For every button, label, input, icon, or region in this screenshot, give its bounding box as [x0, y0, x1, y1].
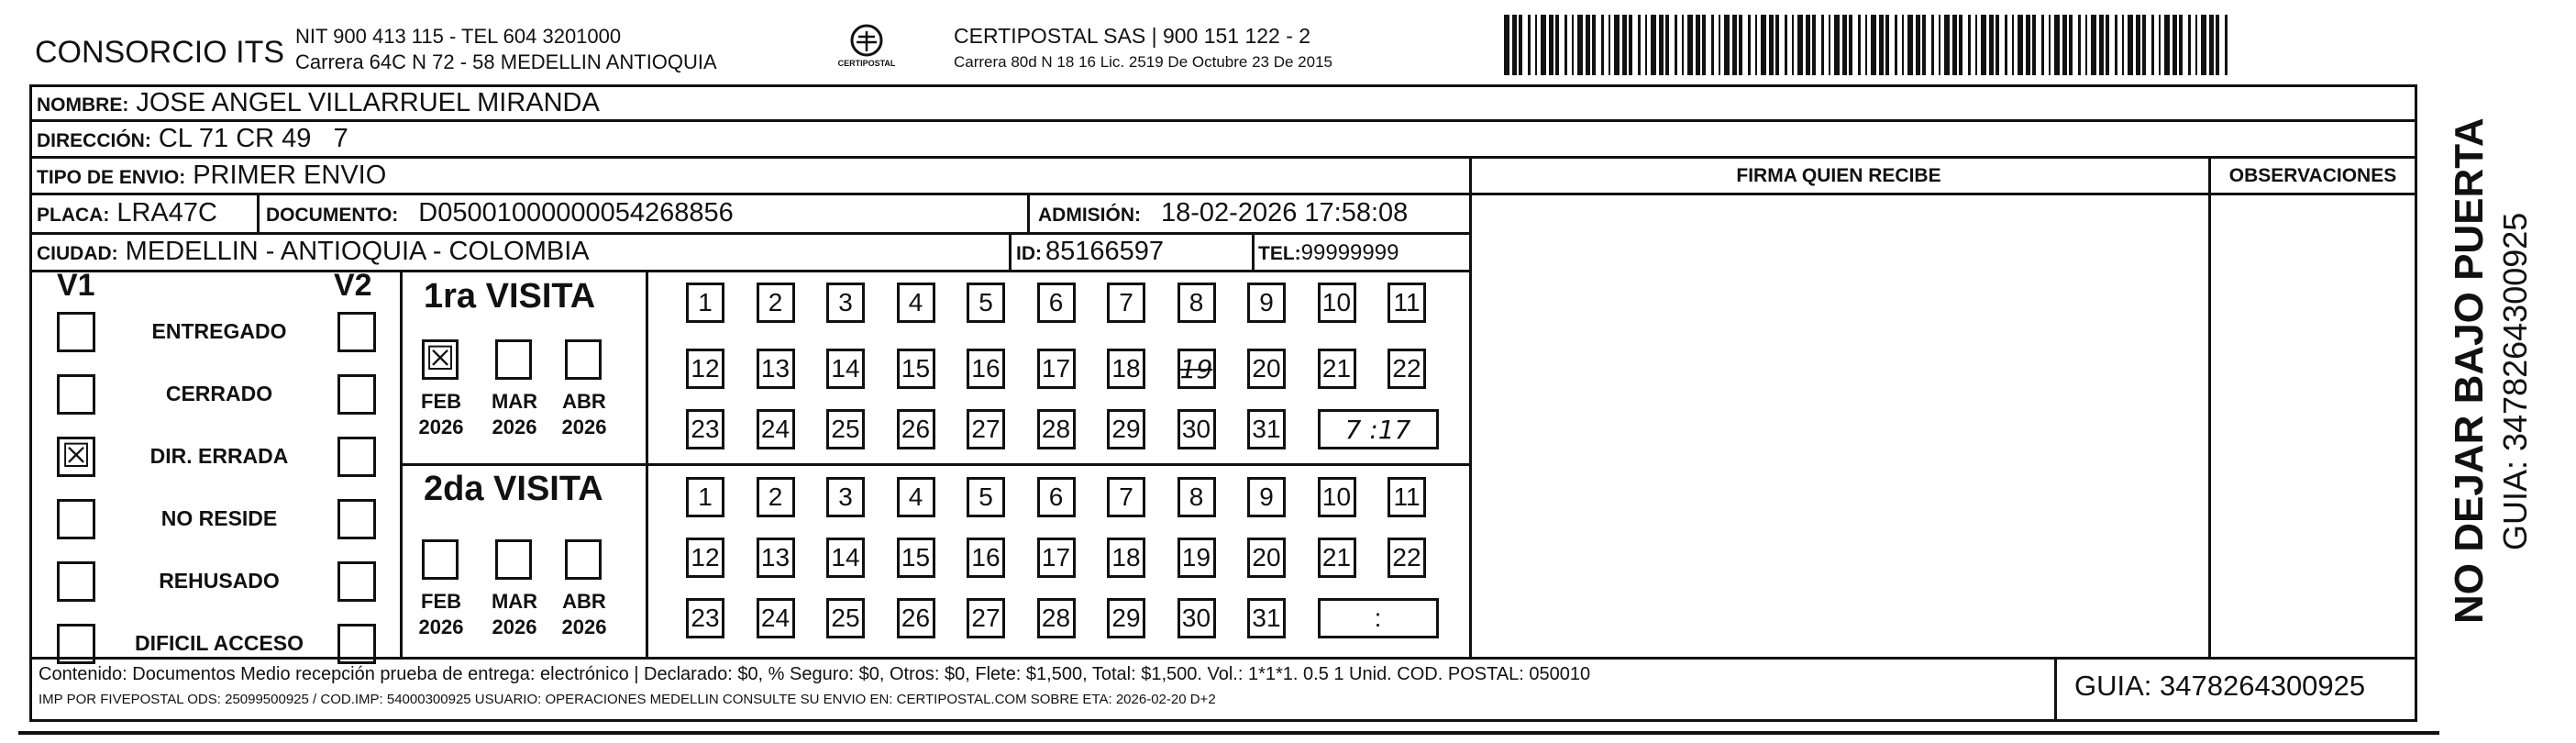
plate-value: LRA47C [116, 198, 217, 227]
v1-checkbox[interactable] [57, 499, 95, 539]
day-box[interactable]: 14 [826, 538, 865, 578]
barcode-bar [1748, 15, 1751, 75]
barcode-bar [1732, 15, 1737, 75]
v1-checkbox[interactable] [57, 437, 95, 477]
status-option-label: DIR. ERRADA [149, 444, 289, 468]
v2-checkbox[interactable] [337, 561, 376, 602]
day-box[interactable]: 27 [967, 598, 1005, 638]
barcode-bar [1504, 15, 1509, 75]
barcode-bar [2026, 15, 2030, 75]
barcode-bar [1592, 15, 1596, 75]
plate-label: PLACA: [37, 205, 110, 226]
barcode-bar [1944, 15, 1950, 75]
time-box[interactable]: : [1318, 598, 1439, 638]
carrier-address: Carrera 80d N 18 16 Lic. 2519 De Octubre 23 De 2015 [954, 53, 1332, 71]
footer-guia-divider [2054, 657, 2057, 722]
barcode-bar [2106, 15, 2109, 75]
tel-value: 99999999 [1300, 240, 1399, 265]
day-box[interactable]: 24 [757, 409, 795, 449]
observations-area[interactable] [2212, 194, 2416, 655]
barcode-bar [1922, 15, 1926, 75]
barcode-bar [1601, 15, 1604, 75]
barcode-bar [2172, 15, 2177, 75]
barcode-bar [1989, 15, 1994, 75]
barcode-bar [1871, 15, 1876, 75]
month-year: 2026 [561, 416, 607, 438]
barcode-bar [2122, 15, 2124, 75]
id-divider [1009, 232, 1012, 270]
v2-checkbox[interactable] [337, 312, 376, 352]
day-box[interactable]: 25 [826, 409, 865, 449]
barcode-bar [1564, 15, 1567, 75]
month-checkbox[interactable] [495, 539, 532, 580]
visit2-title: 2da VISITA [424, 470, 603, 508]
barcode-bar [2091, 15, 2096, 75]
city-value: MEDELLIN - ANTIOQUIA - COLOMBIA [125, 237, 590, 266]
day-box[interactable]: 22 [1388, 349, 1426, 389]
side-guia: GUIA: 3478264300925 [2496, 212, 2534, 550]
barcode-bar [1586, 15, 1590, 75]
day-box[interactable]: 4 [897, 283, 935, 323]
day-box[interactable]: 20 [1247, 349, 1286, 389]
barcode-bar [1916, 15, 1920, 75]
day-box[interactable]: 9 [1247, 477, 1286, 517]
barcode-bar [1535, 15, 1537, 75]
month-year: 2026 [492, 416, 537, 438]
barcode-bar [1821, 15, 1824, 75]
day-box[interactable]: 1 [686, 283, 724, 323]
barcode-bar [1975, 15, 1977, 75]
barcode-bar [2012, 15, 2014, 75]
rule-1 [29, 119, 2417, 122]
day-box[interactable]: 17 [1037, 349, 1076, 389]
day-box[interactable]: 11 [1388, 283, 1426, 323]
day-box[interactable]: 8 [1177, 283, 1216, 323]
name-row [37, 88, 600, 118]
barcode-bar [2179, 15, 2183, 75]
status-option-label: ENTREGADO [151, 319, 287, 343]
status-option-label: CERRADO [165, 382, 273, 405]
barcode-bar [1785, 15, 1787, 75]
day-box[interactable]: 16 [967, 349, 1005, 389]
tel-row [1258, 240, 1399, 266]
day-box[interactable]: 19 [1177, 349, 1216, 389]
day-box[interactable]: 13 [757, 349, 795, 389]
logo-caption: CERTIPOSTAL [837, 59, 896, 68]
barcode-bar [2054, 15, 2060, 75]
day-box[interactable]: 18 [1107, 538, 1145, 578]
barcode-bar [1702, 15, 1706, 75]
month-label: FEB [421, 590, 461, 613]
time-box[interactable]: 7 :17 [1318, 409, 1439, 449]
rule-footer-top [29, 657, 2417, 660]
barcode-bar [1902, 15, 1904, 75]
barcode-bar [1761, 15, 1766, 75]
signature-area[interactable] [1473, 194, 2206, 655]
barcode-bar [1981, 15, 1986, 75]
month-checkbox[interactable] [565, 539, 602, 580]
barcode-bar [2151, 15, 2154, 75]
barcode-bar [2115, 15, 2117, 75]
barcode-bar [1665, 15, 1669, 75]
month-checkbox[interactable] [495, 339, 532, 380]
x-mark: ☒ [61, 438, 92, 475]
id-row [1016, 237, 1164, 267]
day-box[interactable]: 25 [826, 598, 865, 638]
barcode-bar [2062, 15, 2067, 75]
address-row [37, 124, 348, 154]
v2-checkbox[interactable] [337, 374, 376, 415]
barcode-bar [1519, 15, 1522, 75]
day-box[interactable]: 3 [826, 477, 865, 517]
day-box[interactable]: 31 [1247, 409, 1286, 449]
bottom-rule [18, 731, 2439, 735]
day-box[interactable]: 15 [897, 349, 935, 389]
barcode-bar [2136, 15, 2140, 75]
barcode-bar [2188, 15, 2191, 75]
barcode-bar [1792, 15, 1794, 75]
document-value: D05001000000054268856 [418, 198, 734, 227]
day-box[interactable]: 23 [686, 598, 724, 638]
barcode-bar [1696, 15, 1700, 75]
rule-5 [29, 270, 1469, 272]
barcode-bar [2225, 15, 2228, 75]
send-type-label: TIPO DE ENVIO: [37, 167, 186, 188]
footer-content: Contenido: Documentos Medio recepción prueba de entrega: electrónico | Declarado: $0, % Seguro: $0, Otros: $0, Flete: $1,500, Total: $1,500. Vol.: 1*1*1. 0.5 1 Unid. COD. POSTAL: 050010 [39, 664, 1591, 684]
barcode-bar [2085, 15, 2087, 75]
side-warning: NO DEJAR BAJO PUERTA [2447, 117, 2492, 624]
name-label: NOMBRE: [37, 94, 129, 116]
admission-value: 18-02-2026 17:58:08 [1161, 198, 1409, 227]
barcode-bar [2201, 15, 2206, 75]
admission-row [1038, 198, 1408, 228]
barcode-bar [1638, 15, 1641, 75]
barcode-bar [1724, 15, 1730, 75]
barcode-bar [2049, 15, 2051, 75]
barcode-bar [1797, 15, 1803, 75]
company-name: CONSORCIO ITS [35, 35, 285, 70]
day-box[interactable]: 28 [1037, 598, 1076, 638]
barcode-bar [1719, 15, 1720, 75]
rule-2 [29, 156, 2417, 159]
v1-checkbox[interactable] [57, 561, 95, 602]
admission-label: ADMISIÓN: [1038, 205, 1141, 226]
barcode-bar [1577, 15, 1583, 75]
day-box[interactable]: 7 [1107, 283, 1145, 323]
day-box[interactable]: 5 [967, 477, 1005, 517]
barcode [1504, 15, 2233, 75]
visit1-title: 1ra VISITA [424, 277, 596, 316]
day-box[interactable]: 13 [757, 538, 795, 578]
barcode-bar [2142, 15, 2146, 75]
barcode-bar [1769, 15, 1774, 75]
barcode-bar [2099, 15, 2104, 75]
month-year: 2026 [418, 615, 464, 638]
barcode-bar [1629, 15, 1632, 75]
day-box[interactable]: 26 [897, 409, 935, 449]
day-box[interactable]: 18 [1107, 349, 1145, 389]
v2-checkbox[interactable] [337, 499, 376, 539]
barcode-bar [2159, 15, 2161, 75]
barcode-bar [1895, 15, 1897, 75]
barcode-bar [1931, 15, 1934, 75]
barcode-bar [1645, 15, 1647, 75]
day-box[interactable]: 10 [1318, 477, 1356, 517]
barcode-bar [2216, 15, 2219, 75]
day-box[interactable]: 12 [686, 349, 724, 389]
id-value: 85166597 [1045, 237, 1165, 266]
barcode-bar [2032, 15, 2036, 75]
day-box[interactable]: 3 [826, 283, 865, 323]
month-year: 2026 [418, 416, 464, 438]
barcode-bar [1549, 15, 1553, 75]
day-box[interactable]: 21 [1318, 538, 1356, 578]
day-box[interactable]: 14 [826, 349, 865, 389]
barcode-bar [1555, 15, 1559, 75]
barcode-bar [1952, 15, 1957, 75]
barcode-bar [1682, 15, 1684, 75]
day-box[interactable]: 15 [897, 538, 935, 578]
day-box[interactable]: 28 [1037, 409, 1076, 449]
day-box[interactable]: 21 [1318, 349, 1356, 389]
month-label: MAR [491, 590, 538, 613]
month-label: ABR [562, 390, 606, 413]
status-option-label: REHUSADO [159, 569, 280, 593]
month-label: ABR [562, 590, 606, 613]
month-checkbox[interactable] [565, 339, 602, 380]
barcode-bar [1541, 15, 1546, 75]
day-box[interactable]: 7 [1107, 477, 1145, 517]
month-label: MAR [491, 390, 538, 413]
barcode-bar [2164, 15, 2170, 75]
barcode-bar [2041, 15, 2044, 75]
name-value: JOSE ANGEL VILLARRUEL MIRANDA [136, 88, 600, 117]
barcode-bar [1675, 15, 1677, 75]
tel-divider [1252, 232, 1255, 270]
document-row [266, 198, 734, 228]
month-checkbox[interactable] [422, 339, 459, 380]
signature-header: FIRMA QUIEN RECIBE [1736, 165, 1941, 186]
barcode-bar [2209, 15, 2214, 75]
barcode-bar [2018, 15, 2023, 75]
barcode-bar [1959, 15, 1962, 75]
barcode-bar [2069, 15, 2073, 75]
carrier-name: CERTIPOSTAL SAS | 900 151 122 - 2 [954, 24, 1311, 48]
day-box[interactable]: 16 [967, 538, 1005, 578]
day-box[interactable]: 29 [1107, 409, 1145, 449]
day-box[interactable]: 20 [1247, 538, 1286, 578]
day-box[interactable]: 29 [1107, 598, 1145, 638]
barcode-bar [1622, 15, 1627, 75]
day-box[interactable]: 31 [1247, 598, 1286, 638]
day-box[interactable]: 12 [686, 538, 724, 578]
day-box[interactable]: 19 [1177, 538, 1216, 578]
signature-left-border [1469, 156, 1472, 657]
day-box[interactable]: 17 [1037, 538, 1076, 578]
v2-checkbox[interactable] [337, 624, 376, 664]
barcode-bar [1865, 15, 1867, 75]
day-box[interactable]: 26 [897, 598, 935, 638]
v1-header: V1 [57, 268, 95, 303]
day-box[interactable]: 5 [967, 283, 1005, 323]
barcode-bar [1829, 15, 1830, 75]
barcode-bar [2128, 15, 2133, 75]
footer-imp: IMP POR FIVEPOSTAL ODS: 25099500925 / COD.IMP: 54000300925 USUARIO: OPERACIONES MEDELLIN CONSULTE SU ENVIO EN: CERTIPOSTAL.COM SOBRE ETA: 2026-02-20 D+2 [39, 692, 1216, 707]
barcode-bar [1739, 15, 1742, 75]
tel-label: TEL: [1258, 243, 1301, 264]
day-box[interactable]: 4 [897, 477, 935, 517]
admission-divider [1027, 193, 1030, 232]
barcode-bar [1879, 15, 1884, 75]
barcode-bar [1849, 15, 1852, 75]
barcode-bar [1907, 15, 1913, 75]
barcode-bar [1996, 15, 1999, 75]
company-address: Carrera 64C N 72 - 58 MEDELLIN ANTIOQUIA [295, 50, 717, 73]
day-box[interactable]: 23 [686, 409, 724, 449]
month-label: FEB [421, 390, 461, 413]
barcode-bar [1939, 15, 1940, 75]
day-box[interactable]: 9 [1247, 283, 1286, 323]
barcode-bar [1512, 15, 1517, 75]
day-box[interactable]: 8 [1177, 477, 1216, 517]
barcode-bar [1834, 15, 1840, 75]
day-box[interactable]: 30 [1177, 598, 1216, 638]
visit-divider [400, 463, 1469, 466]
city-label: CIUDAD: [37, 243, 118, 264]
city-row [37, 237, 590, 267]
month-year: 2026 [492, 615, 537, 638]
observations-header: OBSERVACIONES [2228, 165, 2397, 186]
day-box[interactable]: 30 [1177, 409, 1216, 449]
month-year: 2026 [561, 615, 607, 638]
day-box[interactable]: 10 [1318, 283, 1356, 323]
barcode-bar [1775, 15, 1779, 75]
barcode-bar [1651, 15, 1656, 75]
month-checkbox[interactable] [422, 539, 459, 580]
barcode-bar [1858, 15, 1861, 75]
plate-row [37, 198, 217, 228]
barcode-bar [2005, 15, 2007, 75]
barcode-bar [1755, 15, 1757, 75]
status-option-label: NO RESIDE [160, 506, 278, 530]
footer-guia: GUIA: 3478264300925 [2074, 670, 2366, 702]
day-box[interactable]: 2 [757, 283, 795, 323]
day-box[interactable]: 2 [757, 477, 795, 517]
barcode-bar [1528, 15, 1531, 75]
certipostal-logo [816, 20, 917, 73]
barcode-bar [1806, 15, 1810, 75]
barcode-bar [1687, 15, 1693, 75]
day-box[interactable]: 11 [1388, 477, 1426, 517]
barcode-bar [2078, 15, 2081, 75]
observations-left-border [2208, 156, 2211, 657]
v2-header: V2 [334, 268, 372, 303]
day-box[interactable]: 24 [757, 598, 795, 638]
barcode-bar [1842, 15, 1847, 75]
v1-checkbox[interactable] [57, 624, 95, 664]
v1-checkbox[interactable] [57, 312, 95, 352]
v1-checkbox[interactable] [57, 374, 95, 415]
v2-checkbox[interactable] [337, 437, 376, 477]
document-label: DOCUMENTO: [266, 205, 399, 226]
day-box[interactable]: 6 [1037, 477, 1076, 517]
plate-divider [257, 193, 260, 232]
barcode-bar [1968, 15, 1971, 75]
x-mark: ☒ [426, 340, 456, 378]
barcode-bar [1812, 15, 1816, 75]
status-option-label: DIFICIL ACCESO [134, 631, 304, 655]
barcode-bar [1572, 15, 1574, 75]
barcode-bar [1885, 15, 1889, 75]
barcode-bar [1614, 15, 1620, 75]
day-box[interactable]: 22 [1388, 538, 1426, 578]
company-nit-tel: NIT 900 413 115 - TEL 604 3201000 [295, 25, 622, 48]
barcode-bar [2195, 15, 2197, 75]
day-box[interactable]: 1 [686, 477, 724, 517]
address-label: DIRECCIÓN: [37, 130, 151, 151]
barcode-bar [1609, 15, 1610, 75]
barcode-bar [1711, 15, 1714, 75]
send-type-value: PRIMER ENVIO [193, 161, 387, 190]
address-value: CL 71 CR 49 7 [158, 124, 348, 153]
day-box[interactable]: 27 [967, 409, 1005, 449]
send-type-row [37, 161, 386, 191]
barcode-bar [1659, 15, 1664, 75]
id-label: ID: [1016, 243, 1042, 264]
day-box[interactable]: 6 [1037, 283, 1076, 323]
